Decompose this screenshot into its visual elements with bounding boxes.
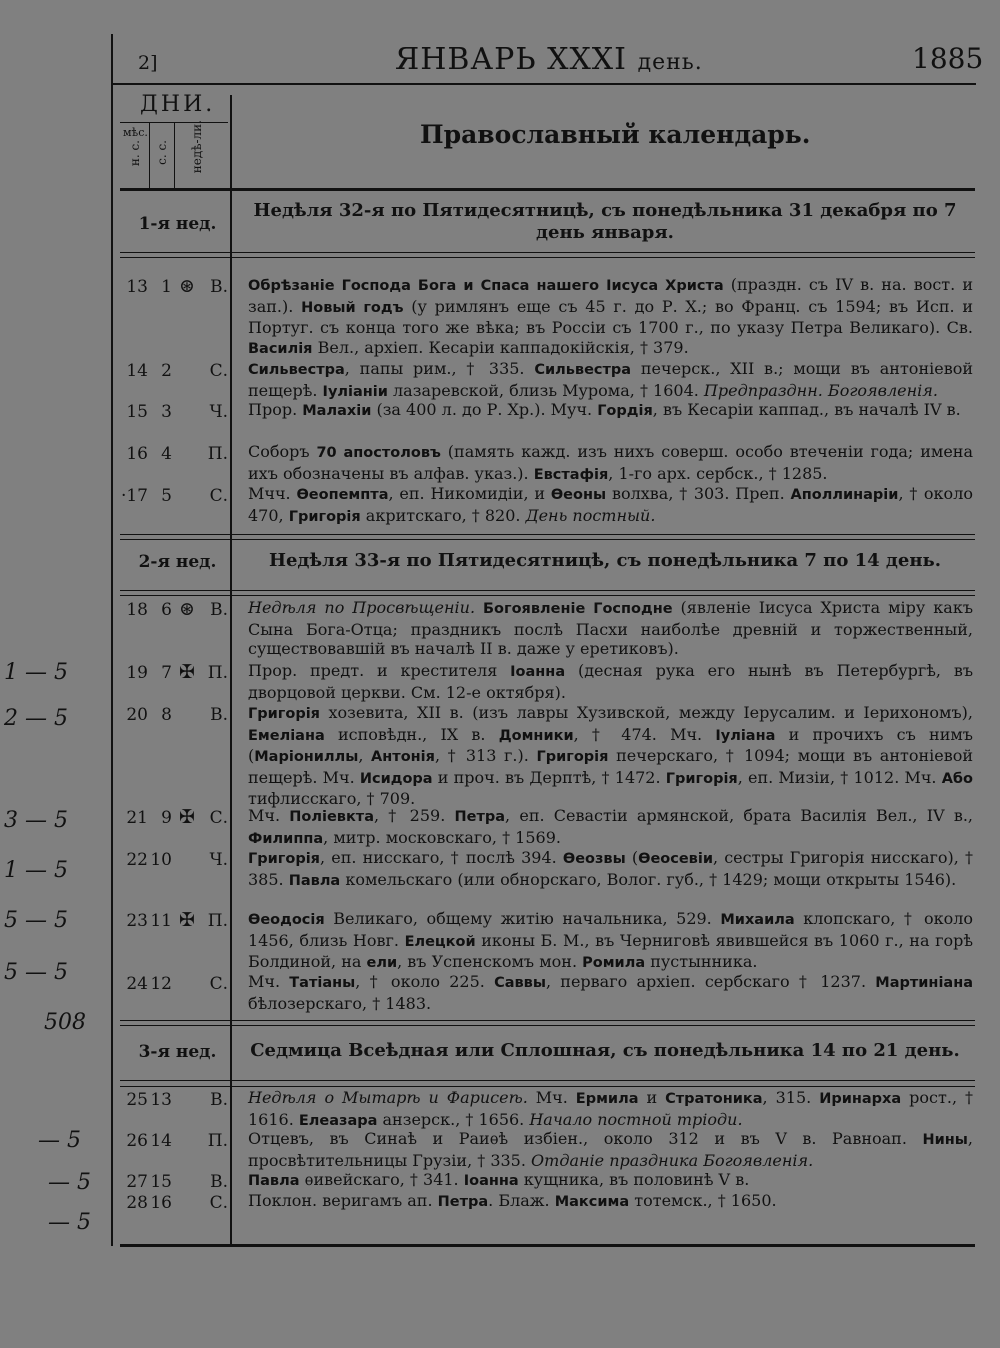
weekday: П. — [207, 663, 228, 683]
weekday: В. — [210, 600, 228, 620]
entry-text: Павла ѳивейскаго, † 341. Іоанна кущника, въ половинѣ V в. — [248, 1170, 750, 1189]
week-heading: Недѣля 32-я по Пятидесятницѣ, съ понедѣльника 31 декабря по 7 день января. — [253, 200, 957, 243]
date-ss: 5 — [161, 486, 172, 506]
entry-text: Григорія, еп. нисскаго, † послѣ 394. Ѳеозвы (Ѳеосевіи, сестры Григорія нисскаго), † 385. Павла комельскаго (или обнорскаго, Волог. губ., † 1429; мощи открыты 1546). — [248, 848, 974, 889]
entry-text: Отцевъ, въ Синаѣ и Раиѳѣ избіен., около 312 и въ V в. Равноап. Нины, просвѣтительницы Грузіи, † 335. Отданіе праздника Богоявленія. — [248, 1129, 974, 1170]
divider — [120, 1020, 975, 1021]
weekday: П. — [207, 1131, 228, 1151]
date-ns: 22 — [126, 850, 148, 870]
col-old-style: с. с. — [155, 140, 169, 165]
cross-icon: ✠ — [179, 806, 195, 828]
handwritten-note: — 5 — [38, 1128, 81, 1153]
weekday: С. — [209, 808, 228, 828]
cross-icon: ✠ — [179, 909, 195, 931]
week-label: 1-я нед. — [138, 214, 217, 234]
date-ss: 11 — [150, 911, 172, 931]
page-title: ЯНВАРЬ XXXI день. — [395, 42, 703, 77]
date-ss: 4 — [161, 444, 172, 464]
entry-text: Ѳеодосія Великаго, общему житію начальника, 529. Михаила клопскаго, † около 1456, близь Новг. Елецкой иконы Б. М., въ Черниговѣ явившейся въ 1060 г., на горѣ Болдиной, на ели, въ Успенскомъ мон. Ромила пустынника. — [248, 909, 974, 971]
date-ss: 13 — [150, 1090, 172, 1110]
divider — [112, 83, 976, 85]
week-label: 2-я нед. — [138, 552, 217, 572]
date-ss: 10 — [150, 850, 172, 870]
entry-text: Прор. предт. и крестителя Іоанна (десная рука его нынѣ въ Петербургѣ, въ дворцовой церкви. См. 12-е октября). — [248, 661, 974, 702]
date-ns: ·17 — [120, 486, 148, 506]
date-ss: 7 — [161, 663, 172, 683]
weekday: С. — [209, 361, 228, 381]
date-ns: 23 — [126, 911, 148, 931]
handwritten-note: 3 — 5 — [4, 808, 68, 833]
days-header: ДНИ. — [140, 92, 216, 117]
weekday: П. — [207, 444, 228, 464]
date-ss: 15 — [150, 1172, 172, 1192]
entry-text: Прор. Малахіи (за 400 л. до Р. Хр.). Муч. Гордія, въ Кесаріи каппад., въ началѣ IV в. — [248, 400, 961, 419]
divider — [120, 539, 975, 540]
entry-text: Григорія хозевита, XII в. (изъ лавры Хузивской, между Іерусалим. и Іерихономъ), Емеліана исповѣдн., IX в. Домники, † 474. Мч. Іуліана и прочихъ съ нимъ (Маріониллы, Антонія, † 313 г.). Григорія печерскаго, † 1094; мощи въ антоніевой пещерѣ. Мч. Исидора и проч. въ Дерптѣ, † 1472. Григорія, еп. Мизіи, † 1012. Мч. Або тифлисскаго, † 709. — [248, 703, 974, 808]
divider — [174, 122, 175, 190]
divider — [120, 1244, 975, 1247]
weekday: В. — [210, 1090, 228, 1110]
entry-text: Недѣля по Просвѣщеніи. Богоявленіе Господне (явленіе Іисуса Христа міру какъ Сына Бога-Отца; праздникъ послѣ Пасхи наиболѣе древній и торжественный, существовавшій въ началѣ II в. даже у еретиковъ). — [248, 598, 973, 658]
entry-text: Поклон. веригамъ ап. Петра. Блаж. Максима тотемск., † 1650. — [248, 1191, 777, 1210]
weekday: В. — [210, 1172, 228, 1192]
date-ss: 14 — [150, 1131, 172, 1151]
entry-text: Мч. Татіаны, † около 225. Саввы, перваго архіеп. сербскаго † 1237. Мартиніана бѣлозерскаго, † 1483. — [248, 972, 973, 1013]
cross-icon: ✠ — [179, 661, 195, 683]
week-heading: Седмица Всеѣдная или Сплошная, съ понедѣльника 14 по 21 день. — [250, 1040, 960, 1061]
date-ss: 1 — [161, 277, 172, 297]
divider — [120, 1025, 975, 1026]
weekday: В. — [210, 705, 228, 725]
date-ns: 25 — [126, 1090, 148, 1110]
divider — [120, 595, 975, 596]
date-ns: 27 — [126, 1172, 148, 1192]
feast-icon: ⊛ — [179, 275, 195, 297]
date-ns: 21 — [126, 808, 148, 828]
divider — [120, 1080, 975, 1081]
handwritten-note: 2 — 5 — [4, 706, 68, 731]
divider — [111, 34, 113, 1246]
calendar-title: Православный календарь. — [420, 120, 811, 149]
date-ss: 16 — [150, 1193, 172, 1213]
date-ss: 3 — [161, 402, 172, 422]
entry-text: Мчч. Ѳеопемпта, еп. Никомидіи, и Ѳеоны волхва, † 303. Преп. Аполлинаріи, † около 470, Григорія акритскаго, † 820. День постный. — [248, 484, 973, 525]
col-new-style: н. с. — [128, 140, 142, 167]
divider — [120, 534, 975, 535]
week-heading: Недѣля 33-я по Пятидесятницѣ, съ понедѣльника 7 по 14 день. — [268, 550, 942, 571]
date-ns: 13 — [126, 277, 148, 297]
handwritten-note: — 5 — [48, 1170, 91, 1195]
date-ns: 14 — [126, 361, 148, 381]
date-ns: 19 — [126, 663, 148, 683]
handwritten-note: 5 — 5 — [4, 908, 68, 933]
date-ss: 6 — [161, 600, 172, 620]
date-ns: 15 — [126, 402, 148, 422]
weekday: Ч. — [209, 402, 228, 422]
weekday: С. — [209, 974, 228, 994]
date-ss: 8 — [161, 705, 172, 725]
year: 1885 — [912, 42, 984, 75]
handwritten-note: 508 — [44, 1010, 86, 1035]
date-ss: 2 — [161, 361, 172, 381]
col-weeks: недѣ-ли. — [190, 120, 204, 174]
weekday: Ч. — [209, 850, 228, 870]
date-ns: 20 — [126, 705, 148, 725]
date-ns: 18 — [126, 600, 148, 620]
date-ns: 24 — [126, 974, 148, 994]
divider — [120, 188, 975, 191]
weekday: П. — [207, 911, 228, 931]
handwritten-note: 1 — 5 — [4, 858, 68, 883]
feast-icon: ⊛ — [179, 598, 195, 620]
divider — [120, 1086, 975, 1087]
divider — [149, 122, 150, 190]
date-ns: 26 — [126, 1131, 148, 1151]
date-ns: 16 — [126, 444, 148, 464]
entry-text: Соборъ 70 апостоловъ (память кажд. изъ нихъ соверш. особо втеченіи года; имена ихъ обозначены въ алфав. указ.). Евстафія, 1-го арх. сербск., † 1285. — [248, 442, 973, 483]
weekday: В. — [210, 277, 228, 297]
handwritten-note: 5 — 5 — [4, 960, 68, 985]
weekday: С. — [209, 1193, 228, 1213]
divider — [120, 252, 975, 253]
divider — [230, 95, 232, 1245]
week-label: 3-я нед. — [138, 1042, 217, 1062]
entry-text: Недѣля о Мытарѣ и Фарисеѣ. Мч. Ермила и Стратоника, 315. Иринарха рост., † 1616. Елеазара анзерск., † 1656. Начало постной тріоди. — [248, 1088, 973, 1129]
handwritten-note: — 5 — [48, 1210, 91, 1235]
divider — [120, 590, 975, 591]
entry-text: Мч. Поліевкта, † 259. Петра, еп. Севастіи армянской, брата Василія Вел., IV в., Филиппа, митр. московскаго, † 1569. — [248, 806, 973, 847]
page-number: 2] — [138, 52, 158, 74]
divider — [120, 257, 975, 258]
handwritten-note: 1 — 5 — [4, 660, 68, 685]
date-ss: 9 — [161, 808, 172, 828]
date-ss: 12 — [150, 974, 172, 994]
weekday: С. — [209, 486, 228, 506]
entry-text: Сильвестра, папы рим., † 335. Сильвестра печерск., XII в.; мощи въ антоніевой пещерѣ. Іуліаніи лазаревской, близь Мурома, † 1604. Предпразднн. Богоявленія. — [248, 359, 973, 400]
month-header: мѣс. — [123, 126, 148, 139]
date-ns: 28 — [126, 1193, 148, 1213]
entry-text: Обрѣзаніе Господа Бога и Спаса нашего Іисуса Христа (праздн. съ IV в. на. вост. и зап.). Новый годъ (у римлянъ еще съ 45 г. до Р. Х.; во Франц. съ 1594; въ Исп. и Португ. съ конца того же вѣка; въ Россіи съ 1700 г., по указу Петра Великаго). Св. Василія Вел., архіеп. Кесаріи каппадокійскія, † 379. — [248, 275, 973, 357]
